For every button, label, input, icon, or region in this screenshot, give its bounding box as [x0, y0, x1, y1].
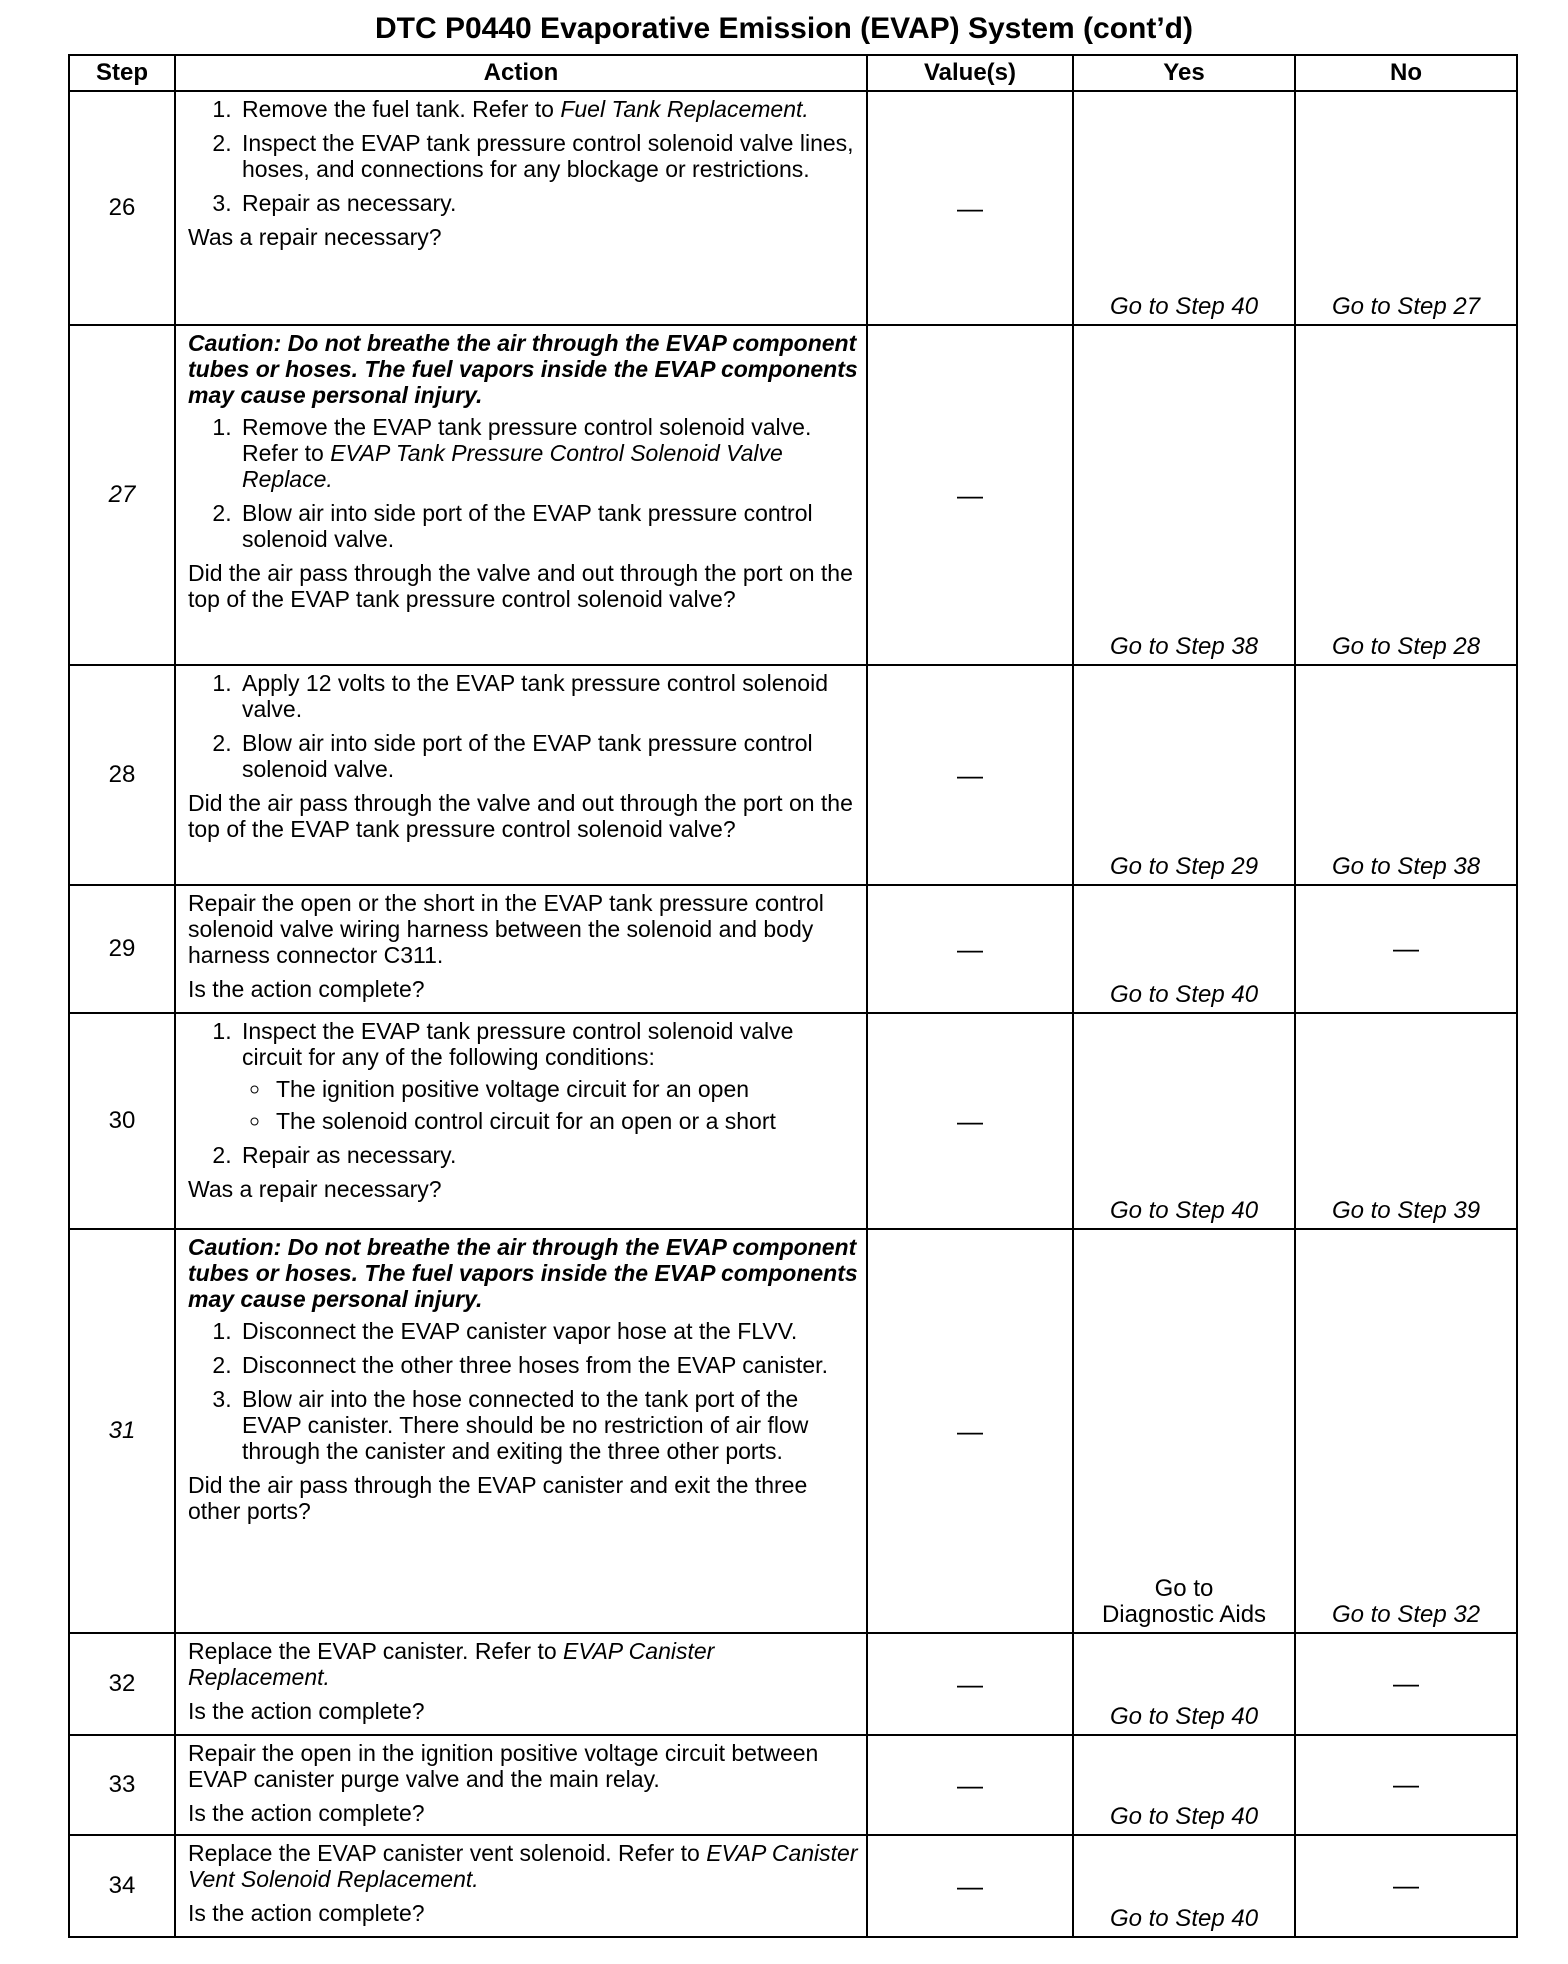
question: Did the air pass through the EVAP canister and exit the three other ports?	[188, 1472, 808, 1524]
step-number: 30	[69, 1013, 175, 1229]
yes-cell: Go to Step 40	[1073, 1735, 1295, 1835]
value-cell: —	[867, 665, 1073, 885]
list-item: 3. Repair as necessary.	[238, 190, 858, 216]
no-cell: Go to Step 38	[1295, 665, 1517, 885]
page-title: DTC P0440 Evaporative Emission (EVAP) System (cont’d)	[374, 12, 1193, 45]
action-cell	[175, 1229, 867, 1633]
action-text: Replace the EVAP canister vent solenoid. Refer to EVAP Canister Vent Solenoid Replacement.	[188, 1840, 858, 1892]
yes-line: Go to	[1154, 1575, 1214, 1602]
diagnostic-table	[68, 54, 1518, 1938]
value-cell: —	[867, 1229, 1073, 1633]
list-item: 1. Remove the EVAP tank pressure control solenoid valve. Refer to EVAP Tank Pressure Control Solenoid Valve Replace.	[238, 414, 858, 492]
table-row	[69, 1229, 1517, 1633]
list-item: 2. Disconnect the other three hoses from the EVAP canister.	[238, 1352, 858, 1378]
header-values: Value(s)	[867, 55, 1073, 91]
yes-cell	[1073, 1229, 1295, 1633]
step-number: 32	[69, 1633, 175, 1735]
action-text: Repair the open or the short in the EVAP tank pressure control solenoid valve wiring harness between the solenoid and body harness connector C311.	[188, 890, 824, 968]
header-yes: Yes	[1073, 55, 1295, 91]
yes-cell: Go to Step 29	[1073, 665, 1295, 885]
header-action: Action	[175, 55, 867, 91]
value-cell: —	[867, 325, 1073, 665]
yes-cell: Go to Step 40	[1073, 1835, 1295, 1937]
action-cell	[175, 885, 867, 1013]
value-cell: —	[867, 1633, 1073, 1735]
header-no: No	[1295, 55, 1517, 91]
step-number: 29	[69, 885, 175, 1013]
table-row	[69, 91, 1517, 325]
action-list	[188, 96, 858, 216]
question: Is the action complete?	[188, 1800, 425, 1826]
value-cell: —	[867, 1735, 1073, 1835]
yes-line: Diagnostic Aids	[1101, 1601, 1267, 1628]
no-cell: Go to Step 27	[1295, 91, 1517, 325]
yes-cell: Go to Step 40	[1073, 885, 1295, 1013]
action-text: Repair the open in the ignition positive voltage circuit between EVAP canister purge valve and the main relay.	[188, 1740, 819, 1792]
list-item: 1. Remove the fuel tank. Refer to Fuel Tank Replacement.	[238, 96, 858, 122]
action-cell	[175, 1835, 867, 1937]
question: Is the action complete?	[188, 1900, 425, 1926]
table-row	[69, 1735, 1517, 1835]
list-item: 2. Blow air into side port of the EVAP tank pressure control solenoid valve.	[238, 500, 858, 552]
condition-list	[242, 1076, 858, 1134]
yes-cell: Go to Step 40	[1073, 91, 1295, 325]
no-cell: —	[1295, 1735, 1517, 1835]
list-item: 1. Disconnect the EVAP canister vapor hose at the FLVV.	[238, 1318, 858, 1344]
value-cell: —	[867, 91, 1073, 325]
question: Did the air pass through the valve and out through the port on the top of the EVAP tank pressure control solenoid valve?	[188, 790, 853, 842]
value-cell: —	[867, 1835, 1073, 1937]
action-cell	[175, 1633, 867, 1735]
no-cell: —	[1295, 1633, 1517, 1735]
list-item: 3. Blow air into the hose connected to the tank port of the EVAP canister. There should be no restriction of air flow through the canister and exiting the three other ports.	[238, 1386, 858, 1464]
list-item: 1. Inspect the EVAP tank pressure control solenoid valve circuit for any of the following conditions: ◦ The ignition positive voltage circuit for an open ◦ The solenoid control circuit for an open or a short	[238, 1018, 858, 1134]
action-list	[188, 1018, 858, 1168]
question: Did the air pass through the valve and out through the port on the top of the EVAP tank pressure control solenoid valve?	[188, 560, 853, 612]
list-item: 1. Apply 12 volts to the EVAP tank pressure control solenoid valve.	[238, 670, 858, 722]
action-cell	[175, 665, 867, 885]
no-cell: —	[1295, 1835, 1517, 1937]
question: Was a repair necessary?	[188, 224, 442, 250]
step-number: 27	[69, 325, 175, 665]
action-text: Replace the EVAP canister. Refer to EVAP Canister Replacement.	[188, 1638, 715, 1690]
list-item: 2. Blow air into side port of the EVAP tank pressure control solenoid valve.	[238, 730, 858, 782]
no-cell: —	[1295, 885, 1517, 1013]
table-row	[69, 1835, 1517, 1937]
list-item: ◦ The ignition positive voltage circuit for an open	[272, 1076, 858, 1102]
header-step: Step	[69, 55, 175, 91]
table-row	[69, 325, 1517, 665]
value-cell: —	[867, 1013, 1073, 1229]
no-cell: Go to Step 39	[1295, 1013, 1517, 1229]
step-number: 28	[69, 665, 175, 885]
step-number: 34	[69, 1835, 175, 1937]
action-list	[188, 670, 858, 782]
action-cell	[175, 1735, 867, 1835]
step-number: 31	[69, 1229, 175, 1633]
yes-cell: Go to Step 40	[1073, 1013, 1295, 1229]
header-row	[69, 55, 1517, 91]
question: Is the action complete?	[188, 1698, 425, 1724]
yes-cell: Go to Step 38	[1073, 325, 1295, 665]
question: Was a repair necessary?	[188, 1176, 442, 1202]
caution-note: Caution: Do not breathe the air through the EVAP component tubes or hoses. The fuel vapors inside the EVAP components may cause personal injury.	[188, 1234, 858, 1312]
step-number: 26	[69, 91, 175, 325]
list-item: 2. Repair as necessary.	[238, 1142, 858, 1168]
action-list	[188, 414, 858, 552]
list-item: 2. Inspect the EVAP tank pressure control solenoid valve lines, hoses, and connections for any blockage or restrictions.	[238, 130, 858, 182]
no-cell: Go to Step 32	[1295, 1229, 1517, 1633]
table-row	[69, 885, 1517, 1013]
step-number: 33	[69, 1735, 175, 1835]
value-cell: —	[867, 885, 1073, 1013]
table-row	[69, 1013, 1517, 1229]
caution-note: Caution: Do not breathe the air through the EVAP component tubes or hoses. The fuel vapors inside the EVAP components may cause personal injury.	[188, 330, 858, 408]
action-cell	[175, 91, 867, 325]
table-row	[69, 665, 1517, 885]
action-cell	[175, 1013, 867, 1229]
question: Is the action complete?	[188, 976, 425, 1002]
yes-cell: Go to Step 40	[1073, 1633, 1295, 1735]
table-row	[69, 1633, 1517, 1735]
action-cell	[175, 325, 867, 665]
list-item: ◦ The solenoid control circuit for an open or a short	[272, 1108, 858, 1134]
action-list	[188, 1318, 858, 1464]
no-cell: Go to Step 28	[1295, 325, 1517, 665]
